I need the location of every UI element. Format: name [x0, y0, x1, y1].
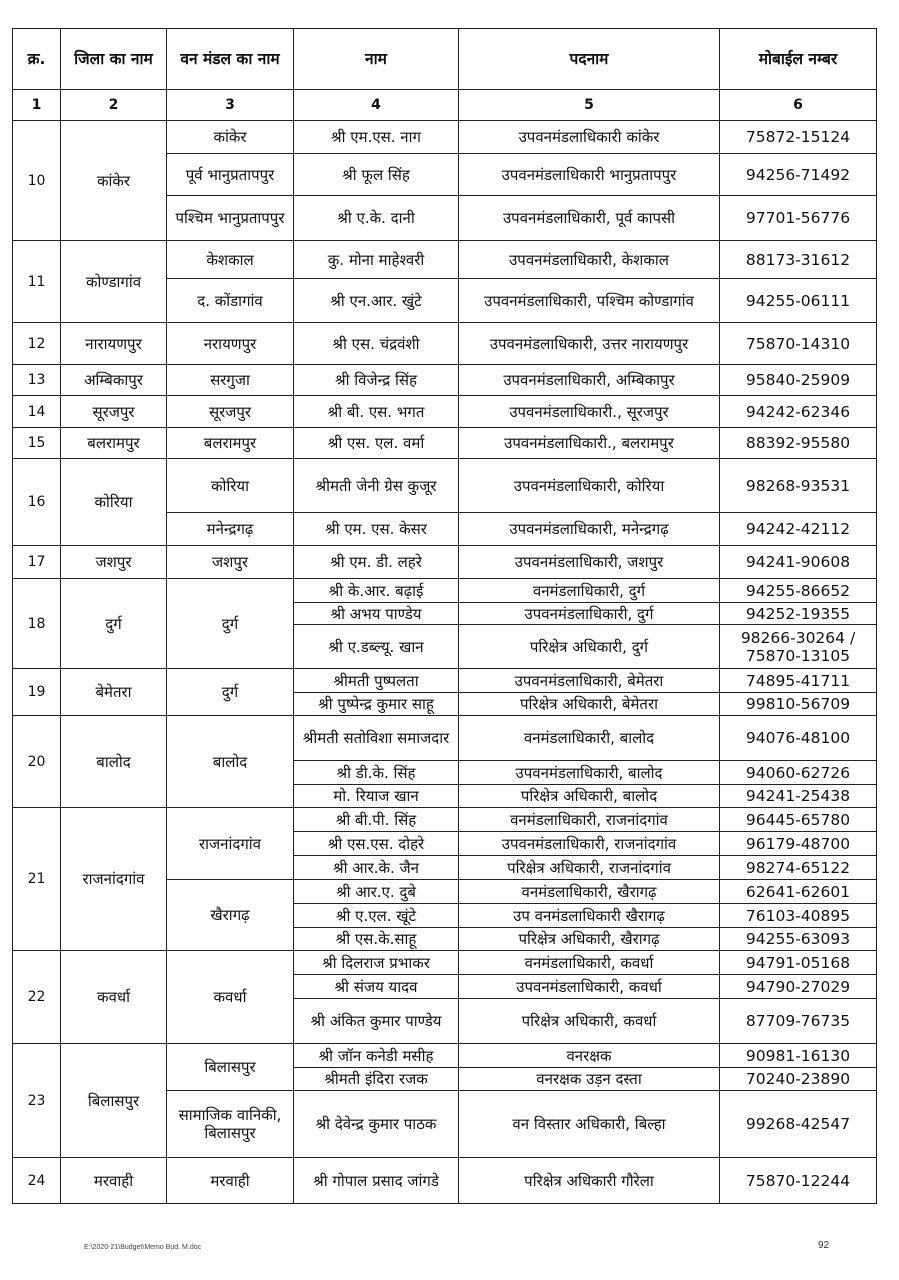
- division-name: बिलासपुर: [167, 1044, 294, 1091]
- mobile-number: 94790-27029: [720, 975, 877, 999]
- serial-number: 14: [13, 396, 61, 428]
- serial-number: 13: [13, 365, 61, 396]
- division-name: पूर्व भानुप्रतापपुर: [167, 154, 294, 196]
- table-row: [13, 365, 877, 396]
- division-name: सामाजिक वानिकी, बिलासपुर: [167, 1091, 294, 1158]
- table-row: [13, 323, 877, 365]
- district-name: बिलासपुर: [61, 1044, 167, 1158]
- serial-number: 12: [13, 323, 61, 365]
- designation: उपवनमंडलाधिकारी, जशपुर: [459, 546, 720, 579]
- district-name: राजनांदगांव: [61, 808, 167, 951]
- division-name: बालोद: [167, 716, 294, 808]
- designation: वनमंडलाधिकारी, बालोद: [459, 716, 720, 761]
- serial-number: 22: [13, 951, 61, 1044]
- division-name: सरगुजा: [167, 365, 294, 396]
- column-number: 2: [61, 90, 167, 121]
- designation: परिक्षेत्र अधिकारी गौरेला: [459, 1158, 720, 1204]
- district-name: बलरामपुर: [61, 428, 167, 459]
- col-header-designation: पदनाम: [459, 29, 720, 90]
- division-name: द. कोंडागांव: [167, 279, 294, 323]
- table-row: [13, 579, 877, 603]
- serial-number: 17: [13, 546, 61, 579]
- officer-name: श्रीमती पुष्पलता: [294, 669, 459, 693]
- table-row: [13, 669, 877, 693]
- officer-name: श्री आर.के. जैन: [294, 856, 459, 880]
- officer-name: श्री देवेन्द्र कुमार पाठक: [294, 1091, 459, 1158]
- division-name: कवर्धा: [167, 951, 294, 1044]
- mobile-number: 94791-05168: [720, 951, 877, 975]
- table-row: [13, 459, 877, 513]
- designation: वनमंडलाधिकारी, खैरागढ़: [459, 880, 720, 904]
- district-name: कांकेर: [61, 121, 167, 241]
- mobile-number: 94060-62726: [720, 761, 877, 785]
- officer-name: श्री डी.के. सिंह: [294, 761, 459, 785]
- officer-name: श्री एम. एस. केसर: [294, 513, 459, 546]
- table-header-row: [13, 29, 877, 90]
- column-number: 1: [13, 90, 61, 121]
- division-name: दुर्ग: [167, 579, 294, 669]
- district-name: कोरिया: [61, 459, 167, 546]
- table-row: [13, 396, 877, 428]
- col-header-division: वन मंडल का नाम: [167, 29, 294, 90]
- designation: वनमंडलाधिकारी, कवर्धा: [459, 951, 720, 975]
- officer-name: श्री जॉन कनेडी मसीह: [294, 1044, 459, 1068]
- designation: उपवनमंडलाधिकारी, अम्बिकापुर: [459, 365, 720, 396]
- district-name: बेमेतरा: [61, 669, 167, 716]
- table-row: [13, 1044, 877, 1068]
- column-number: 5: [459, 90, 720, 121]
- designation: उपवनमंडलाधिकारी कांकेर: [459, 121, 720, 154]
- officer-name: श्री अंकित कुमार पाण्डेय: [294, 999, 459, 1044]
- division-name: कांकेर: [167, 121, 294, 154]
- division-name: जशपुर: [167, 546, 294, 579]
- officer-name: श्री आर.ए. दुबे: [294, 880, 459, 904]
- mobile-number: 94252-19355: [720, 603, 877, 625]
- mobile-number: 62641-62601: [720, 880, 877, 904]
- mobile-number: 94255-06111: [720, 279, 877, 323]
- serial-number: 10: [13, 121, 61, 241]
- division-name: कोरिया: [167, 459, 294, 513]
- column-number: 3: [167, 90, 294, 121]
- officer-name: श्री ए.के. दानी: [294, 196, 459, 241]
- designation: उप वनमंडलाधिकारी खैरागढ़: [459, 904, 720, 928]
- officer-name: श्री एस. चंद्रवंशी: [294, 323, 459, 365]
- designation: उपवनमंडलाधिकारी, कवर्धा: [459, 975, 720, 999]
- column-number: 6: [720, 90, 877, 121]
- mobile-number: 98274-65122: [720, 856, 877, 880]
- officer-name: श्री दिलराज प्रभाकर: [294, 951, 459, 975]
- division-name: मनेन्द्रगढ़: [167, 513, 294, 546]
- mobile-number: 94241-90608: [720, 546, 877, 579]
- mobile-number: 74895-41711: [720, 669, 877, 693]
- serial-number: 19: [13, 669, 61, 716]
- table-row: [13, 241, 877, 279]
- mobile-number: 94255-86652: [720, 579, 877, 603]
- designation: उपवनमंडलाधिकारी, दुर्ग: [459, 603, 720, 625]
- serial-number: 15: [13, 428, 61, 459]
- officer-name: श्री एम.एस. नाग: [294, 121, 459, 154]
- officer-name: श्री एस. एल. वर्मा: [294, 428, 459, 459]
- designation: उपवनमंडलाधिकारी, पूर्व कापसी: [459, 196, 720, 241]
- col-header-name: नाम: [294, 29, 459, 90]
- mobile-number: 96445-65780: [720, 808, 877, 832]
- mobile-number: 87709-76735: [720, 999, 877, 1044]
- serial-number: 23: [13, 1044, 61, 1158]
- designation: उपवनमंडलाधिकारी भानुप्रतापपुर: [459, 154, 720, 196]
- district-name: बालोद: [61, 716, 167, 808]
- mobile-number: 94241-25438: [720, 785, 877, 808]
- designation: उपवनमंडलाधिकारी, मनेन्द्रगढ़: [459, 513, 720, 546]
- mobile-number: 96179-48700: [720, 832, 877, 856]
- division-name: राजनांदगांव: [167, 808, 294, 880]
- designation: परिक्षेत्र अधिकारी, कवर्धा: [459, 999, 720, 1044]
- district-name: कोण्डागांव: [61, 241, 167, 323]
- designation: उपवनमंडलाधिकारी, बालोद: [459, 761, 720, 785]
- serial-number: 16: [13, 459, 61, 546]
- table-row: [13, 546, 877, 579]
- officer-name: कु. मोना माहेश्वरी: [294, 241, 459, 279]
- district-name: अम्बिकापुर: [61, 365, 167, 396]
- mobile-number: 75872-15124: [720, 121, 877, 154]
- district-name: नारायणपुर: [61, 323, 167, 365]
- designation: परिक्षेत्र अधिकारी, बेमेतरा: [459, 693, 720, 716]
- officer-name: श्री संजय यादव: [294, 975, 459, 999]
- designation: उपवनमंडलाधिकारी, राजनांदगांव: [459, 832, 720, 856]
- table-row: [13, 1158, 877, 1204]
- designation: वनरक्षक: [459, 1044, 720, 1068]
- serial-number: 18: [13, 579, 61, 669]
- officer-name: श्रीमती सतोविशा समाजदार: [294, 716, 459, 761]
- designation: उपवनमंडलाधिकारी., बलरामपुर: [459, 428, 720, 459]
- officer-name: मो. रियाज खान: [294, 785, 459, 808]
- officer-name: श्री के.आर. बढ़ाई: [294, 579, 459, 603]
- officer-name: श्री ए.एल. खूंटे: [294, 904, 459, 928]
- officer-name: श्री अभय पाण्डेय: [294, 603, 459, 625]
- serial-number: 11: [13, 241, 61, 323]
- mobile-number: 75870-12244: [720, 1158, 877, 1204]
- designation: परिक्षेत्र अधिकारी, खैरागढ़: [459, 928, 720, 951]
- division-name: पश्चिम भानुप्रतापपुर: [167, 196, 294, 241]
- designation: परिक्षेत्र अधिकारी, राजनांदगांव: [459, 856, 720, 880]
- footer-file-path: E:\2020-21\Budget\Memo Bud. M.doc: [84, 1244, 202, 1251]
- designation: वनमंडलाधिकारी, दुर्ग: [459, 579, 720, 603]
- district-name: मरवाही: [61, 1158, 167, 1204]
- mobile-number: 94256-71492: [720, 154, 877, 196]
- col-header-mobile: मोबाईल नम्बर: [720, 29, 877, 90]
- division-name: केशकाल: [167, 241, 294, 279]
- division-name: बलरामपुर: [167, 428, 294, 459]
- designation: उपवनमंडलाधिकारी, कोरिया: [459, 459, 720, 513]
- designation: वनरक्षक उड़न दस्ता: [459, 1068, 720, 1091]
- officer-name: श्री एम. डी. लहरे: [294, 546, 459, 579]
- mobile-number: 94255-63093: [720, 928, 877, 951]
- table-row: [13, 716, 877, 761]
- officers-table: [12, 28, 877, 1204]
- mobile-number: 90981-16130: [720, 1044, 877, 1068]
- officer-name: श्री ए.डब्ल्यू. खान: [294, 625, 459, 669]
- mobile-number: 99810-56709: [720, 693, 877, 716]
- designation: परिक्षेत्र अधिकारी, बालोद: [459, 785, 720, 808]
- mobile-number: 76103-40895: [720, 904, 877, 928]
- mobile-number: 94242-42112: [720, 513, 877, 546]
- designation: परिक्षेत्र अधिकारी, दुर्ग: [459, 625, 720, 669]
- officer-name: श्रीमती जेनी ग्रेस कुजूर: [294, 459, 459, 513]
- division-name: दुर्ग: [167, 669, 294, 716]
- page-number: 92: [818, 1240, 830, 1251]
- officer-name: श्रीमती इंदिरा रजक: [294, 1068, 459, 1091]
- division-name: नरायणपुर: [167, 323, 294, 365]
- serial-number: 24: [13, 1158, 61, 1204]
- officer-name: श्री विजेन्द्र सिंह: [294, 365, 459, 396]
- mobile-number: 75870-14310: [720, 323, 877, 365]
- designation: उपवनमंडलाधिकारी, केशकाल: [459, 241, 720, 279]
- division-name: सूरजपुर: [167, 396, 294, 428]
- mobile-number: 94242-62346: [720, 396, 877, 428]
- designation: उपवनमंडलाधिकारी, बेमेतरा: [459, 669, 720, 693]
- officer-name: श्री पुष्पेन्द्र कुमार साहू: [294, 693, 459, 716]
- mobile-number: 88173-31612: [720, 241, 877, 279]
- mobile-number: 88392-95580: [720, 428, 877, 459]
- table-row: [13, 951, 877, 975]
- division-name: खैरागढ़: [167, 880, 294, 951]
- officer-name: श्री बी. एस. भगत: [294, 396, 459, 428]
- col-header-district: जिला का नाम: [61, 29, 167, 90]
- designation: उपवनमंडलाधिकारी., सूरजपुर: [459, 396, 720, 428]
- mobile-number: 99268-42547: [720, 1091, 877, 1158]
- officer-name: श्री फूल सिंह: [294, 154, 459, 196]
- serial-number: 21: [13, 808, 61, 951]
- column-number-row: [13, 90, 877, 121]
- division-name: मरवाही: [167, 1158, 294, 1204]
- officer-name: श्री एन.आर. खुंटे: [294, 279, 459, 323]
- officer-name: श्री एस.एस. दोहरे: [294, 832, 459, 856]
- district-name: जशपुर: [61, 546, 167, 579]
- table-row: [13, 808, 877, 832]
- col-header-sno: क्र.: [13, 29, 61, 90]
- mobile-number: 94076-48100: [720, 716, 877, 761]
- designation: उपवनमंडलाधिकारी, उत्तर नारायणपुर: [459, 323, 720, 365]
- table-row: [13, 121, 877, 154]
- district-name: कवर्धा: [61, 951, 167, 1044]
- designation: वनमंडलाधिकारी, राजनांदगांव: [459, 808, 720, 832]
- designation: उपवनमंडलाधिकारी, पश्चिम कोण्डागांव: [459, 279, 720, 323]
- mobile-number: 95840-25909: [720, 365, 877, 396]
- mobile-number: 98268-93531: [720, 459, 877, 513]
- district-name: दुर्ग: [61, 579, 167, 669]
- mobile-number: 70240-23890: [720, 1068, 877, 1091]
- officer-name: श्री गोपाल प्रसाद जांगडे: [294, 1158, 459, 1204]
- mobile-number: 98266-30264 / 75870-13105: [720, 625, 877, 669]
- column-number: 4: [294, 90, 459, 121]
- designation: वन विस्तार अधिकारी, बिल्हा: [459, 1091, 720, 1158]
- officer-name: श्री एस.के.साहू: [294, 928, 459, 951]
- mobile-number: 97701-56776: [720, 196, 877, 241]
- district-name: सूरजपुर: [61, 396, 167, 428]
- table-row: [13, 428, 877, 459]
- serial-number: 20: [13, 716, 61, 808]
- officer-name: श्री बी.पी. सिंह: [294, 808, 459, 832]
